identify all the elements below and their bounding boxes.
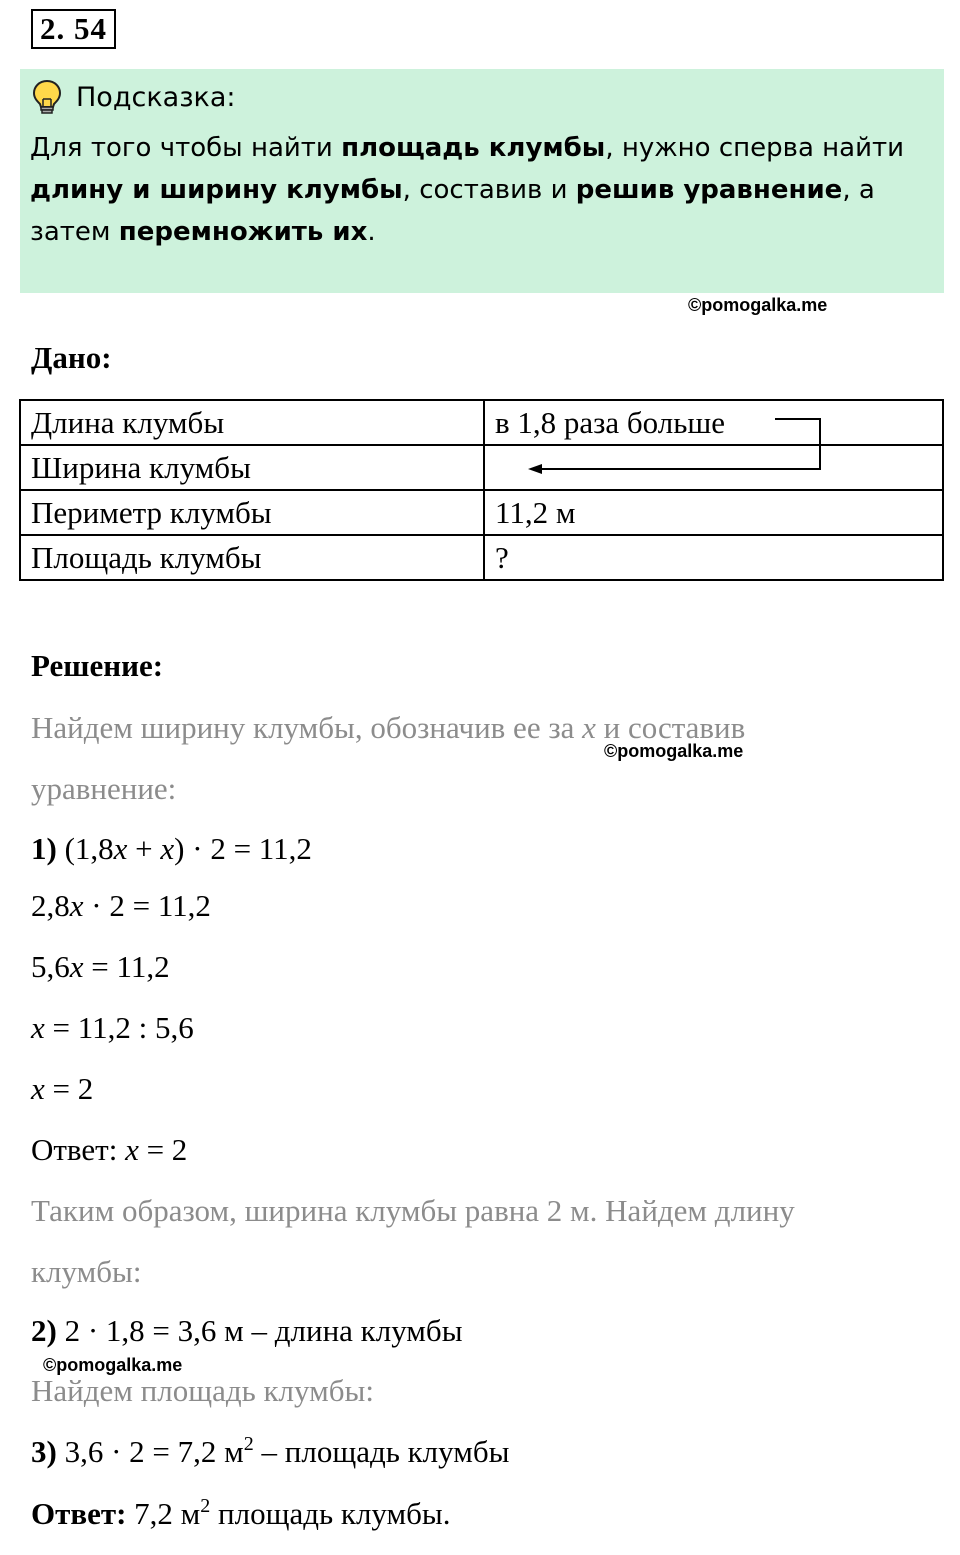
table-cell-value: 11,2 м bbox=[484, 490, 943, 535]
table-cell-value: ? bbox=[484, 535, 943, 580]
solution-find-area: Найдем площадь клумбы: bbox=[31, 1373, 374, 1408]
task-number: 2. 54 bbox=[31, 9, 116, 49]
table-row bbox=[20, 535, 943, 580]
solution-title: Решение: bbox=[31, 648, 164, 683]
table-cell-label: Ширина клумбы bbox=[20, 445, 484, 490]
table-cell-label: Площадь клумбы bbox=[20, 535, 484, 580]
lightbulb-icon bbox=[32, 79, 62, 115]
relation-arrow bbox=[520, 412, 830, 482]
equation-line-3: 5,6x = 11,2 bbox=[31, 949, 170, 984]
equation-line-4: x = 11,2 : 5,6 bbox=[31, 1010, 194, 1045]
table-cell-label: Длина клумбы bbox=[20, 400, 484, 445]
hint-box bbox=[20, 69, 944, 293]
given-title: Дано: bbox=[31, 340, 112, 375]
solution-intro-line-1: Найдем ширину клумбы, обозначив ее за x и составив bbox=[31, 710, 746, 745]
table-cell-label: Периметр клумбы bbox=[20, 490, 484, 535]
watermark: ©pomogalka.me bbox=[604, 741, 744, 761]
hint-text: Для того чтобы найти площадь клумбы, нужно сперва найти длину и ширину клумбы, составив и решив уравнение, а затем перемножить их. bbox=[30, 133, 905, 247]
equation-step-1: 1) (1,8x + x) · 2 = 11,2 bbox=[31, 831, 312, 866]
solution-step-3: 3) 3,6 · 2 = 7,2 $м^2$ – площадь клумбы bbox=[31, 1433, 510, 1469]
final-answer: Ответ: 7,2 $м^2$ площадь клумбы. bbox=[31, 1495, 451, 1531]
equation-answer: Ответ: x = 2 bbox=[31, 1132, 188, 1167]
watermark: ©pomogalka.me bbox=[688, 295, 828, 315]
solution-mid-line-2: клумбы: bbox=[31, 1254, 142, 1289]
equation-line-2: 2,8x · 2 = 11,2 bbox=[31, 888, 211, 923]
equation-line-5: x = 2 bbox=[31, 1071, 94, 1106]
solution-intro-line-2: уравнение: bbox=[31, 771, 177, 806]
solution-mid-line-1: Таким образом, ширина клумбы равна 2 м. Найдем длину bbox=[31, 1193, 795, 1228]
hint-title-row bbox=[32, 79, 236, 115]
table-cell-value: в 1,8 раза больше bbox=[484, 400, 943, 445]
hint-title: Подсказка: bbox=[76, 81, 236, 113]
table-row bbox=[20, 490, 943, 535]
solution-step-2: 2) 2 · 1,8 = 3,6 м – длина клумбы bbox=[31, 1313, 463, 1348]
watermark: ©pomogalka.me bbox=[43, 1355, 183, 1375]
